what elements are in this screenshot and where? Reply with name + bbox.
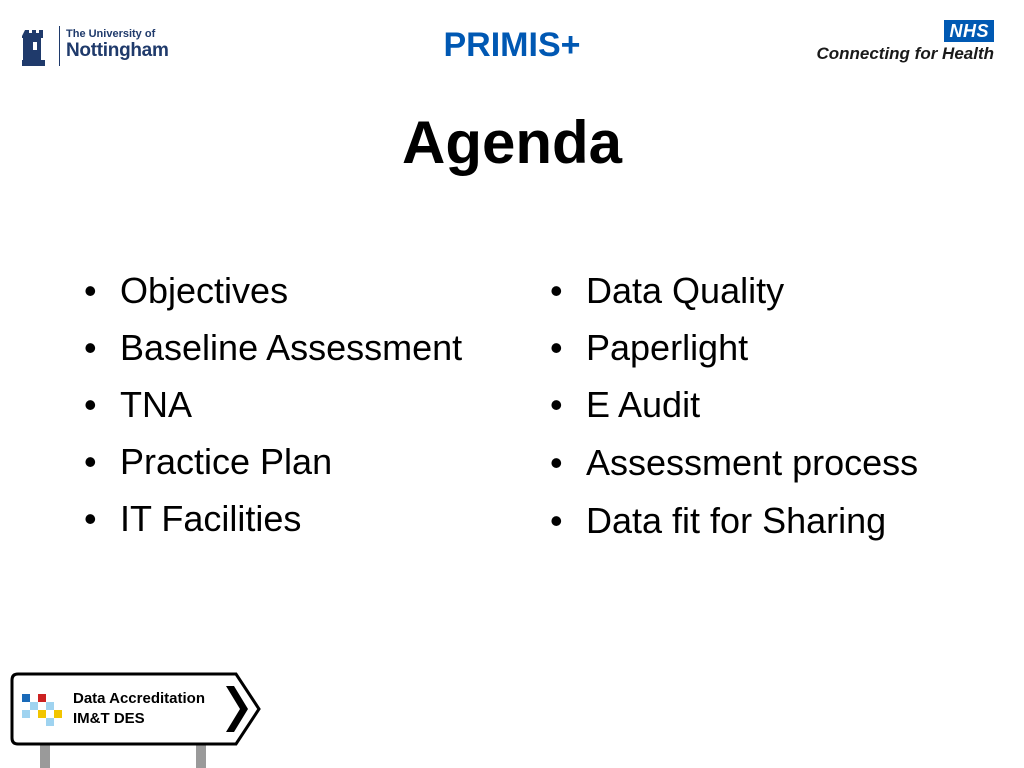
list-item-label: Data Quality <box>586 270 785 311</box>
bullet-icon: • <box>550 384 563 425</box>
university-name: Nottingham <box>66 40 169 61</box>
bullet-icon: • <box>84 327 97 368</box>
bullet-icon: • <box>550 442 563 483</box>
list-item-label: E Audit <box>586 384 701 425</box>
list-item-label: Paperlight <box>586 327 749 368</box>
agenda-list-right <box>550 268 980 555</box>
nhs-badge: NHS <box>944 20 994 42</box>
list-item <box>550 325 980 370</box>
bullet-icon: • <box>550 500 563 541</box>
list-item-label: TNA <box>120 384 192 425</box>
nhs-logo <box>804 20 994 65</box>
nhs-tagline: Connecting for Health <box>816 44 994 63</box>
sign-label-line1: Data Accreditation <box>73 690 205 707</box>
bullet-icon: • <box>550 270 563 311</box>
list-item-label: IT Facilities <box>120 498 302 539</box>
brand-title: PRIMIS+ <box>443 26 581 64</box>
list-item <box>550 439 980 486</box>
list-item <box>84 439 514 484</box>
bullet-icon: • <box>84 441 97 482</box>
list-item <box>550 382 980 427</box>
sign-label-line2: IM&T DES <box>73 710 145 727</box>
list-item <box>550 498 980 543</box>
bullet-icon: • <box>550 327 563 368</box>
bullet-icon: • <box>84 384 97 425</box>
list-item-label: Baseline Assessment <box>120 327 463 368</box>
list-item <box>84 268 514 313</box>
list-item <box>84 382 514 427</box>
bullet-icon: • <box>84 270 97 311</box>
bullet-icon: • <box>84 498 97 539</box>
slide-title: Agenda <box>401 109 623 176</box>
list-item <box>84 325 514 370</box>
list-item <box>84 496 514 541</box>
list-item <box>550 268 980 313</box>
list-item-label: Assessment process <box>586 442 919 483</box>
list-item-label: Data fit for Sharing <box>586 500 887 541</box>
list-item-label: Practice Plan <box>120 441 333 482</box>
list-item-label: Objectives <box>120 270 289 311</box>
agenda-list-left <box>84 268 514 553</box>
university-line1: The University of <box>66 28 156 40</box>
